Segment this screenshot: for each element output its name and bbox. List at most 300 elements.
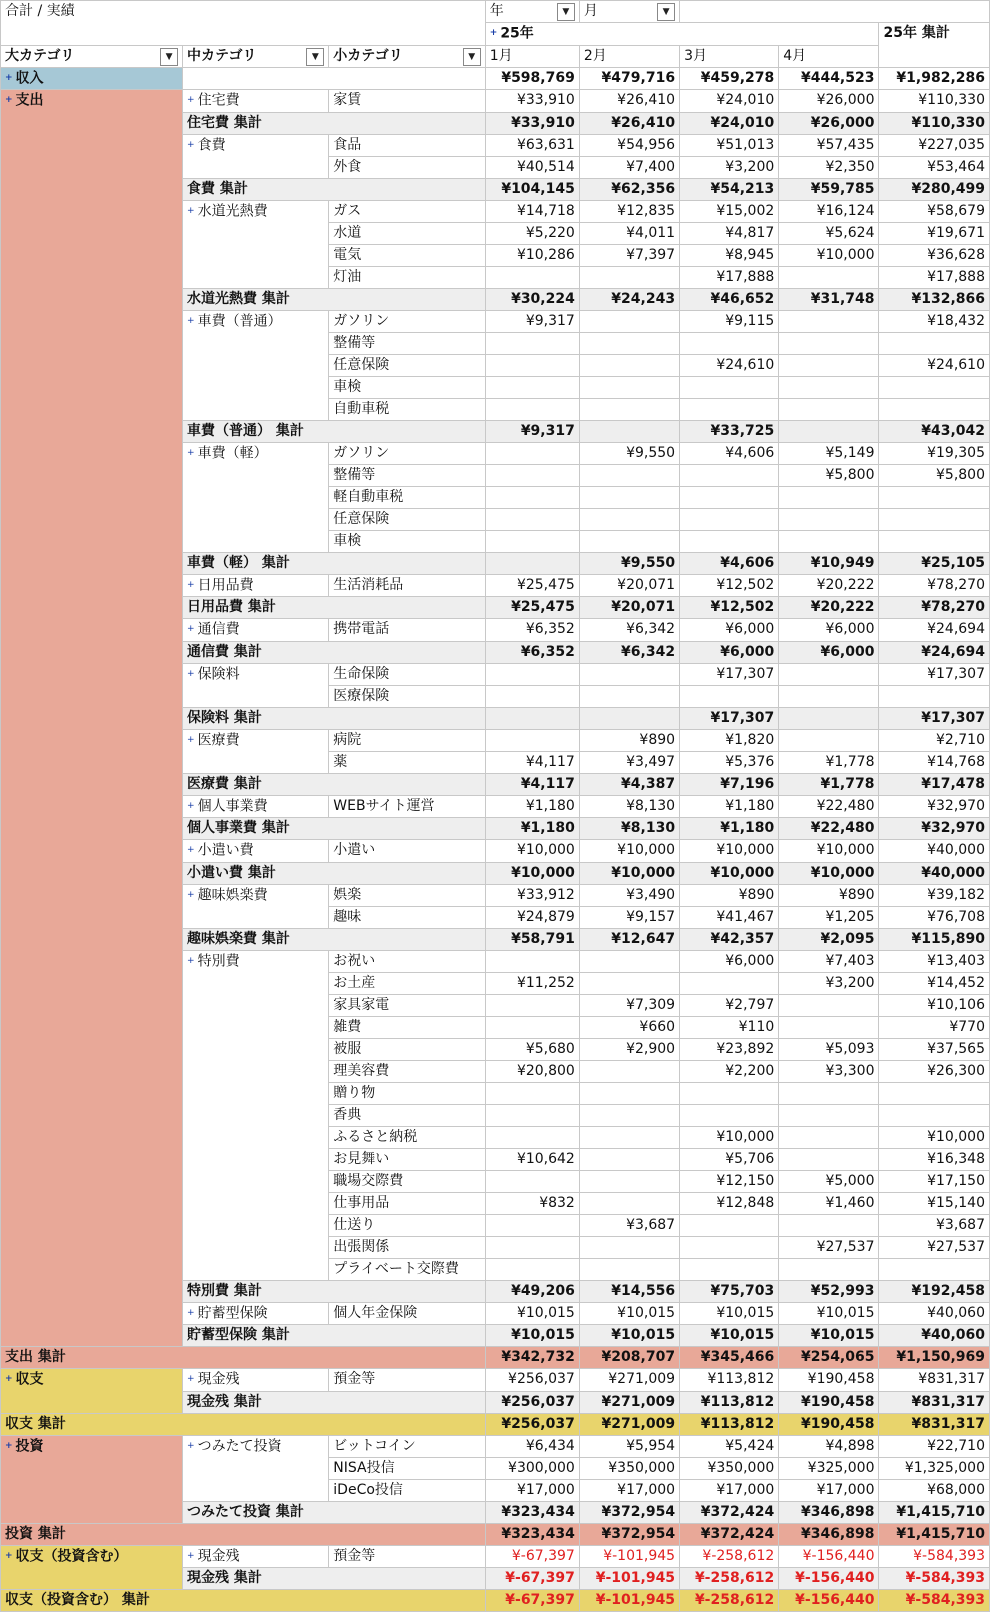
total-row	[1, 1413, 990, 1435]
item-label: 職場交際費	[329, 1170, 485, 1192]
value-cell: ¥1,180	[680, 818, 779, 840]
value-cell: ¥10,000	[879, 1126, 990, 1148]
category-cell[interactable]	[1, 1435, 183, 1523]
value-cell	[779, 663, 879, 685]
grand-subtotal-label: 支出 集計	[1, 1347, 486, 1369]
header-spacer	[680, 1, 990, 23]
value-cell: ¥6,000	[779, 641, 879, 663]
value-cell	[879, 398, 990, 420]
value-cell: ¥3,687	[879, 1214, 990, 1236]
subcategory-cell[interactable]	[183, 1435, 329, 1501]
value-cell: ¥113,812	[680, 1369, 779, 1392]
value-cell	[485, 376, 579, 398]
value-cell: ¥5,800	[879, 464, 990, 486]
value-cell	[680, 508, 779, 530]
value-cell: ¥104,145	[485, 178, 579, 200]
value-cell: ¥10,000	[680, 862, 779, 884]
cat2-field-label: 中カテゴリ	[187, 47, 257, 64]
value-cell: ¥832	[485, 1192, 579, 1214]
value-cell: ¥256,037	[485, 1413, 579, 1435]
pivot-header-row-3	[1, 45, 990, 67]
value-cell: ¥9,550	[579, 442, 679, 464]
item-label: 車検	[329, 376, 485, 398]
value-cell: ¥10,000	[680, 840, 779, 863]
value-cell	[779, 994, 879, 1016]
value-cell: ¥6,000	[779, 619, 879, 642]
subcategory-cell[interactable]	[183, 310, 329, 420]
expand-icon[interactable]: +	[187, 1307, 195, 1318]
value-cell	[680, 1082, 779, 1104]
filter-dropdown-icon[interactable]: ▼	[557, 3, 575, 21]
value-cell: ¥17,307	[680, 663, 779, 685]
value-cell: ¥37,565	[879, 1038, 990, 1060]
filter-dropdown-icon[interactable]: ▼	[463, 48, 481, 66]
value-cell: ¥346,898	[779, 1501, 879, 1523]
item-label: 趣味	[329, 906, 485, 928]
category-収入[interactable]	[1, 67, 183, 90]
filter-dropdown-icon[interactable]: ▼	[160, 48, 178, 66]
value-cell	[680, 486, 779, 508]
value-cell: ¥20,222	[779, 597, 879, 619]
subcategory-cell[interactable]	[183, 1369, 329, 1392]
pivot-body	[1, 67, 990, 1612]
expand-icon[interactable]: +	[5, 95, 13, 105]
value-cell: ¥372,424	[680, 1501, 779, 1523]
item-label: 家賃	[329, 90, 485, 113]
item-label: お祝い	[329, 950, 485, 972]
subcategory-label: 車費（軽）	[197, 445, 268, 461]
value-cell: ¥-584,393	[879, 1545, 990, 1568]
value-cell: ¥78,270	[879, 597, 990, 619]
subtotal-label: 日用品費 集計	[183, 597, 486, 619]
category-label: 収支	[15, 1371, 44, 1388]
subcategory-cell[interactable]	[183, 795, 329, 818]
subcategory-cell[interactable]	[183, 619, 329, 642]
subtotal-label: 車費（普通） 集計	[183, 420, 486, 442]
item-label: 雑費	[329, 1016, 485, 1038]
item-label: 娯楽	[329, 884, 485, 906]
value-cell: ¥110,330	[879, 90, 990, 113]
value-cell	[680, 685, 779, 707]
value-cell: ¥19,671	[879, 222, 990, 244]
empty-cell	[183, 67, 486, 90]
value-cell: ¥1,460	[779, 1192, 879, 1214]
value-cell: ¥10,015	[485, 1302, 579, 1325]
expand-icon[interactable]: +	[187, 205, 195, 216]
value-cell	[779, 266, 879, 288]
value-cell: ¥10,015	[485, 1325, 579, 1347]
cat3-field-label: 小カテゴリ	[333, 47, 403, 64]
value-cell: ¥17,888	[879, 266, 990, 288]
category-label: 収支（投資含む）	[15, 1548, 128, 1564]
expand-icon[interactable]: +	[187, 1374, 195, 1384]
value-cell: ¥22,480	[779, 795, 879, 818]
expand-icon[interactable]: +	[187, 624, 195, 634]
year-field-label: 年	[489, 3, 504, 19]
value-cell	[779, 354, 879, 376]
subtotal-label: 車費（軽） 集計	[183, 552, 486, 574]
value-cell: ¥831,317	[879, 1369, 990, 1392]
value-cell: ¥2,095	[779, 928, 879, 950]
item-label: 小遣い	[329, 840, 485, 863]
subcategory-cell[interactable]	[183, 1545, 329, 1568]
value-cell: ¥3,497	[579, 751, 679, 773]
value-cell	[579, 972, 679, 994]
value-cell: ¥25,475	[485, 574, 579, 597]
expand-icon[interactable]: +	[187, 95, 195, 105]
year-group-label: 25年	[500, 25, 534, 42]
expand-icon[interactable]: +	[187, 1550, 195, 1561]
value-cell: ¥9,550	[579, 552, 679, 574]
subtotal-label: 保険料 集計	[183, 707, 486, 729]
value-cell	[779, 1104, 879, 1126]
value-cell: ¥20,071	[579, 574, 679, 597]
item-label: 仕送り	[329, 1214, 485, 1236]
value-cell: ¥16,124	[779, 200, 879, 222]
value-cell: ¥325,000	[779, 1457, 879, 1479]
subcategory-cell[interactable]	[183, 200, 329, 288]
value-cell: ¥24,694	[879, 619, 990, 642]
value-cell: ¥2,797	[680, 994, 779, 1016]
value-cell: ¥15,002	[680, 200, 779, 222]
value-cell: ¥5,220	[485, 222, 579, 244]
value-cell: ¥9,115	[680, 310, 779, 332]
value-cell: ¥17,307	[879, 707, 990, 729]
subcategory-label: 個人事業費	[197, 798, 268, 814]
table-row	[1, 90, 990, 113]
cat1-field-header[interactable]	[1, 45, 183, 67]
item-label: 被服	[329, 1038, 485, 1060]
item-label: 預金等	[329, 1369, 485, 1392]
value-cell: ¥-101,945	[579, 1545, 679, 1568]
item-label: 整備等	[329, 464, 485, 486]
value-cell: ¥890	[779, 884, 879, 906]
subtotal-label: つみたて投資 集計	[183, 1501, 486, 1523]
subtotal-label: 現金残 集計	[183, 1568, 486, 1590]
value-cell	[485, 1258, 579, 1280]
value-cell	[680, 464, 779, 486]
subtotal-label: 食費 集計	[183, 178, 486, 200]
value-cell: ¥1,415,710	[879, 1523, 990, 1545]
value-cell: ¥59,785	[779, 178, 879, 200]
value-cell	[485, 663, 579, 685]
value-cell: ¥18,432	[879, 310, 990, 332]
value-cell	[779, 376, 879, 398]
value-cell: ¥17,478	[879, 773, 990, 795]
value-cell: ¥39,182	[879, 884, 990, 906]
value-cell: ¥254,065	[779, 1347, 879, 1369]
value-cell: ¥-258,612	[680, 1568, 779, 1590]
value-cell	[579, 685, 679, 707]
expand-icon[interactable]: +	[5, 1374, 13, 1384]
value-cell: ¥5,376	[680, 751, 779, 773]
value-cell: ¥660	[579, 1016, 679, 1038]
value-cell: ¥10,949	[779, 552, 879, 574]
item-label: ガソリン	[329, 442, 485, 464]
value-cell	[485, 1214, 579, 1236]
subcategory-cell[interactable]	[183, 950, 329, 1280]
expand-icon[interactable]: +	[489, 28, 498, 38]
item-label: 自動車税	[329, 398, 485, 420]
subcategory-label: 現金残	[197, 1371, 240, 1388]
value-cell: ¥6,434	[485, 1435, 579, 1457]
value-cell	[680, 398, 779, 420]
value-cell: ¥49,206	[485, 1280, 579, 1302]
value-cell: ¥2,900	[579, 1038, 679, 1060]
value-cell	[879, 376, 990, 398]
value-cell	[779, 1214, 879, 1236]
subcategory-cell[interactable]	[183, 134, 329, 178]
subtotal-label: 特別費 集計	[183, 1280, 486, 1302]
value-cell: ¥5,624	[779, 222, 879, 244]
value-cell: ¥890	[579, 729, 679, 751]
value-cell	[879, 1082, 990, 1104]
value-cell: ¥10,000	[779, 840, 879, 863]
total-row	[1, 1590, 990, 1612]
value-cell: ¥17,888	[680, 266, 779, 288]
cat2-field-header[interactable]	[183, 45, 329, 67]
value-cell: ¥33,912	[485, 884, 579, 906]
subtotal-label: 小遣い費 集計	[183, 862, 486, 884]
value-cell: ¥40,060	[879, 1325, 990, 1347]
cat3-field-header[interactable]	[329, 45, 485, 67]
value-cell: ¥24,694	[879, 641, 990, 663]
value-cell: ¥-67,397	[485, 1568, 579, 1590]
value-cell: ¥78,270	[879, 574, 990, 597]
item-label: お見舞い	[329, 1148, 485, 1170]
value-cell: ¥22,480	[779, 818, 879, 840]
expand-icon[interactable]: +	[5, 72, 13, 83]
value-cell: ¥271,009	[579, 1413, 679, 1435]
filter-dropdown-icon[interactable]: ▼	[306, 48, 324, 66]
value-cell: ¥192,458	[879, 1280, 990, 1302]
category-cell[interactable]	[1, 1369, 183, 1414]
value-cell: ¥9,317	[485, 420, 579, 442]
value-cell	[680, 332, 779, 354]
value-cell: ¥10,015	[680, 1325, 779, 1347]
subcategory-cell[interactable]	[183, 1302, 329, 1325]
subtotal-label: 通信費 集計	[183, 641, 486, 663]
value-cell: ¥15,140	[879, 1192, 990, 1214]
value-cell: ¥40,060	[879, 1302, 990, 1325]
value-cell: ¥26,300	[879, 1060, 990, 1082]
expand-icon[interactable]: +	[187, 955, 195, 966]
subcategory-cell[interactable]	[183, 442, 329, 552]
value-cell: ¥280,499	[879, 178, 990, 200]
expand-icon[interactable]: +	[187, 447, 195, 458]
value-cell: ¥-156,440	[779, 1590, 879, 1612]
value-cell: ¥300,000	[485, 1457, 579, 1479]
value-cell	[485, 464, 579, 486]
item-label: お土産	[329, 972, 485, 994]
value-cell	[779, 530, 879, 552]
expand-icon[interactable]: +	[187, 800, 195, 811]
item-label: 生命保険	[329, 663, 485, 685]
value-cell: ¥25,475	[485, 597, 579, 619]
item-label: 任意保険	[329, 508, 485, 530]
subcategory-cell[interactable]	[183, 90, 329, 113]
subcategory-cell[interactable]	[183, 663, 329, 707]
subcategory-label: 保険料	[197, 666, 240, 682]
expand-icon[interactable]: +	[187, 315, 195, 326]
item-label: 香典	[329, 1104, 485, 1126]
value-cell: ¥8,130	[579, 795, 679, 818]
value-cell: ¥831,317	[879, 1391, 990, 1413]
value-cell: ¥27,537	[779, 1236, 879, 1258]
subcategory-cell[interactable]	[183, 729, 329, 773]
value-cell: ¥110	[680, 1016, 779, 1038]
value-cell: ¥1,778	[779, 751, 879, 773]
month-header-1: 1月	[485, 45, 579, 67]
value-cell	[485, 1126, 579, 1148]
month-field-header[interactable]	[579, 1, 679, 23]
grand-subtotal-label: 収支（投資含む） 集計	[1, 1590, 486, 1612]
value-cell	[579, 663, 679, 685]
category-cell[interactable]	[1, 90, 183, 1347]
value-cell	[579, 1126, 679, 1148]
value-cell: ¥132,866	[879, 288, 990, 310]
value-cell: ¥10,000	[485, 862, 579, 884]
value-cell: ¥10,000	[579, 840, 679, 863]
value-cell	[485, 530, 579, 552]
value-cell: ¥372,954	[579, 1523, 679, 1545]
subcategory-label: 現金残	[197, 1548, 240, 1564]
item-label: ガソリン	[329, 310, 485, 332]
value-cell	[779, 1148, 879, 1170]
value-cell	[779, 685, 879, 707]
expand-icon[interactable]: +	[5, 1440, 13, 1451]
value-cell	[579, 950, 679, 972]
value-cell: ¥11,252	[485, 972, 579, 994]
value-cell: ¥24,010	[680, 112, 779, 134]
item-label: プライベート交際費	[329, 1258, 485, 1280]
month-header-2: 2月	[579, 45, 679, 67]
value-cell: ¥1,820	[680, 729, 779, 751]
value-cell	[579, 1236, 679, 1258]
value-cell: ¥41,467	[680, 906, 779, 928]
value-cell: ¥17,150	[879, 1170, 990, 1192]
expand-icon[interactable]: +	[187, 579, 195, 590]
value-cell: ¥345,466	[680, 1347, 779, 1369]
value-cell: ¥1,180	[485, 795, 579, 818]
value-cell: ¥26,410	[579, 112, 679, 134]
value-cell	[485, 354, 579, 376]
subcategory-label: つみたて投資	[197, 1438, 282, 1454]
value-cell: ¥115,890	[879, 928, 990, 950]
subcategory-cell[interactable]	[183, 574, 329, 597]
category-cell[interactable]	[1, 1545, 183, 1590]
item-label: 車検	[329, 530, 485, 552]
filter-dropdown-icon[interactable]: ▼	[657, 3, 675, 21]
value-cell: ¥31,748	[779, 288, 879, 310]
value-cell: ¥40,000	[879, 862, 990, 884]
grand-total-header: 25年 集計	[879, 23, 990, 68]
value-cell: ¥40,514	[485, 156, 579, 178]
value-cell	[879, 530, 990, 552]
value-cell: ¥32,970	[879, 795, 990, 818]
expand-icon[interactable]: +	[5, 1550, 13, 1561]
year-field-header[interactable]	[485, 1, 579, 23]
item-label: 家具家電	[329, 994, 485, 1016]
value-cell	[579, 1104, 679, 1126]
expand-icon[interactable]: +	[187, 139, 195, 150]
value-cell: ¥8,130	[579, 818, 679, 840]
value-cell	[579, 530, 679, 552]
value-cell: ¥10,000	[680, 1126, 779, 1148]
value-cell: ¥323,434	[485, 1501, 579, 1523]
value-cell	[485, 1082, 579, 1104]
item-label: 病院	[329, 729, 485, 751]
value-cell: ¥36,628	[879, 244, 990, 266]
value-cell: ¥113,812	[680, 1413, 779, 1435]
value-cell: ¥6,000	[680, 619, 779, 642]
value-cell: ¥342,732	[485, 1347, 579, 1369]
value-cell: ¥444,523	[779, 67, 879, 90]
value-cell	[485, 486, 579, 508]
subcategory-label: 日用品費	[197, 577, 254, 593]
value-cell: ¥6,352	[485, 619, 579, 642]
expand-icon[interactable]: +	[187, 734, 195, 745]
value-cell: ¥14,718	[485, 200, 579, 222]
value-cell: ¥6,352	[485, 641, 579, 663]
subcategory-label: 住宅費	[197, 92, 240, 109]
year-group-header[interactable]	[485, 23, 879, 46]
item-label: 個人年金保険	[329, 1302, 485, 1325]
value-cell	[779, 486, 879, 508]
value-cell: ¥13,403	[879, 950, 990, 972]
value-cell: ¥1,180	[680, 795, 779, 818]
value-cell	[485, 950, 579, 972]
subcategory-cell[interactable]	[183, 884, 329, 928]
table-row	[1, 1545, 990, 1568]
value-cell: ¥208,707	[579, 1347, 679, 1369]
value-cell: ¥598,769	[485, 67, 579, 90]
value-cell	[680, 1214, 779, 1236]
expand-icon[interactable]: +	[187, 1440, 195, 1451]
value-cell: ¥10,015	[779, 1302, 879, 1325]
value-cell: ¥479,716	[579, 67, 679, 90]
value-cell: ¥190,458	[779, 1369, 879, 1392]
value-cell: ¥831,317	[879, 1413, 990, 1435]
subtotal-label: 趣味娯楽費 集計	[183, 928, 486, 950]
value-cell	[579, 707, 679, 729]
subcategory-cell[interactable]	[183, 840, 329, 863]
value-cell: ¥33,910	[485, 90, 579, 113]
value-cell	[779, 1258, 879, 1280]
subtotal-label: 医療費 集計	[183, 773, 486, 795]
value-cell: ¥110,330	[879, 112, 990, 134]
table-row	[1, 1435, 990, 1457]
value-cell: ¥63,631	[485, 134, 579, 156]
value-cell: ¥4,606	[680, 442, 779, 464]
value-cell: ¥3,200	[779, 972, 879, 994]
value-cell: ¥9,317	[485, 310, 579, 332]
value-cell: ¥-584,393	[879, 1590, 990, 1612]
value-cell: ¥40,000	[879, 840, 990, 863]
cat1-field-label: 大カテゴリ	[5, 47, 75, 64]
total-row	[1, 1523, 990, 1545]
value-cell: ¥1,205	[779, 906, 879, 928]
expand-icon[interactable]: +	[187, 889, 195, 900]
expand-icon[interactable]: +	[187, 845, 195, 855]
expand-icon[interactable]: +	[187, 668, 195, 679]
value-cell: ¥51,013	[680, 134, 779, 156]
grand-subtotal-label: 収支 集計	[1, 1413, 486, 1435]
value-cell	[485, 442, 579, 464]
value-cell: ¥4,011	[579, 222, 679, 244]
value-cell: ¥7,397	[579, 244, 679, 266]
value-cell: ¥459,278	[680, 67, 779, 90]
